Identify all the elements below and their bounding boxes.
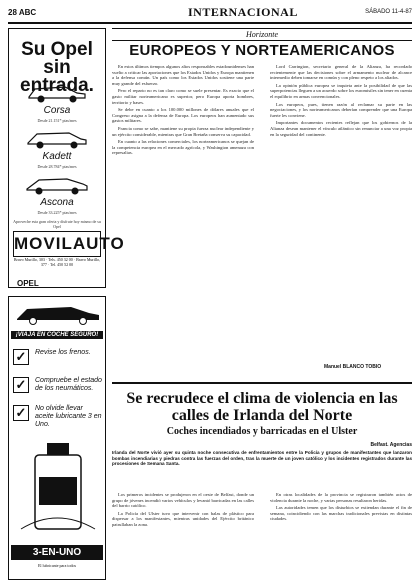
article-text-left	[112, 492, 254, 530]
check-icon: ✓	[13, 349, 29, 365]
paragraph: La opinión pública europea se inquieta ante la posibilidad de que las superpotencias lleguen a un acuerdo sobre los euromisiles sin tener en cuenta el equilibrio en armas convencionales.	[270, 82, 412, 99]
safety-banner: ¡VIAJA EN COCHE SEGURO!	[11, 331, 103, 339]
opel-logo: OPEL	[17, 279, 39, 288]
checklist-item	[13, 405, 103, 427]
horizonte-column	[112, 28, 412, 374]
paragraph: Importantes documentos recientes reflejan que los gobiernos de la Alianza desean mantener el vínculo atlántico sin renunciar a una voz propia en la seguridad del continente.	[270, 120, 412, 137]
check-icon: ✓	[13, 405, 29, 421]
paragraph: Se debe en cuanto a los 100.000 millones de dólares anuales que el Congreso asigna a la defensa de Europa. Los europeos han aumentado sus gastos militares.	[112, 107, 254, 124]
article-author: Manuel BLANCO TOBIO	[324, 364, 382, 370]
dealer-name: MOVILAUTO	[13, 231, 101, 257]
checklist-text: Compruebe el estado de los neumáticos.	[35, 377, 102, 392]
article-text-left	[112, 64, 254, 158]
opel-headline: Su Opel sin entrada.	[20, 39, 94, 96]
car-banner-illustration	[9, 301, 105, 325]
article-headline: EUROPEOS Y NORTEAMERICANOS	[129, 42, 395, 59]
check-icon: ✓	[13, 377, 29, 393]
model-corsa-price: Desde 21.151* ptas/mes	[37, 118, 77, 123]
article-lead: Irlanda del Norte vivió ayer su quinta noche consecutiva de enfrentamientos entre la Policía y grupos de manifestantes que lanzaron bombas incendiarias y piedras contra las fuerzas del orden, tras la muerte de un joven católico y los incidentes registrados durante las procesiones de Semana Santa.	[112, 450, 412, 467]
paragraph: En otras localidades de la provincia se registraron también actos de violencia durante la noche, y varias personas resultaron heridas.	[270, 492, 412, 503]
paragraph: En cuanto a las relaciones comerciales, los norteamericanos se quejan de la competencia europea en el mercado agrícola, y Washington amenaza con represalias.	[112, 139, 254, 156]
checklist-item	[13, 349, 103, 371]
paragraph: Los europeos, pues, tienen razón al reclamar su parte en las negociaciones, y los norteamericanos deberían comprender que una Europa fuerte les conviene.	[270, 101, 412, 118]
model-corsa: Corsa	[43, 105, 71, 116]
paragraph: En estos últimos tiempos algunos altos responsables estadounidenses han vuelto a criticar las aportaciones que los Estados Unidos y Europa mantienen a la defensa común. Un país como los Estados Unidos sostiene una parte muy grande del esfuerzo.	[112, 64, 254, 86]
article-byline: Belfast. Agencias	[370, 442, 412, 448]
lubricant-advert	[8, 296, 106, 580]
model-ascona: Ascona	[40, 197, 74, 208]
car-illustration	[25, 173, 89, 195]
car-illustration	[25, 127, 89, 149]
paragraph: Las autoridades temen que los disturbios se extiendan durante el fin de semana, coincidiendo con las marchas tradicionales previstas en distintas ciudades.	[270, 505, 412, 522]
model-ascona-price: Desde 33.225* ptas/mes	[37, 210, 77, 215]
article-text-right	[270, 64, 412, 139]
oil-can-illustration	[17, 437, 99, 537]
article-headline: Se recrudece el clima de violencia en las calles de Irlanda del Norte	[126, 390, 398, 424]
article-subheadline: Coches incendiados y barricadas en el Ulster	[166, 426, 358, 437]
model-kadett-price: Desde 28.784* ptas/mes	[37, 164, 77, 169]
paragraph: La Policía del Ulster tuvo que intervenir con balas de plástico para dispersar a los manifestantes, mientras unidades del Ejército británico patrullaban la zona.	[112, 510, 254, 527]
opel-advert	[8, 28, 125, 288]
paragraph: Francia como se sabe, mantiene su propia fuerza nuclear independiente y un ejército considerable, mientras que Gran Bretaña conserva su capacidad.	[112, 125, 254, 137]
paragraph: Lord Carrington, secretario general de la Alianza, ha recordado recientemente que las decisiones sobre el armamento nuclear de alcance intermedio deben tomarse en común y con pleno respeto a los aliados.	[270, 64, 412, 81]
paragraph: Los primeros incidentes se produjeron en el oeste de Belfast, donde un grupo de jóvenes incendió varios vehículos y levantó barricadas en las calles del barrio católico.	[112, 492, 254, 509]
paragraph: Pero el reparto no es tan claro como se suele presentar. Es exacto que el gasto militar norteamericano es superior, pero Europa aporta hombres, territorio y bases.	[112, 88, 254, 105]
offer-conditions: Aproveche esta gran oferta y disfrute hoy mismo de su Opel	[13, 219, 101, 229]
checklist-text: Revise los frenos.	[35, 349, 91, 356]
section-title: INTERNACIONAL	[188, 5, 298, 19]
checklist-text: No olvide llevar aceite lubricante 3 en Uno.	[35, 405, 102, 428]
lubricant-brand: 3-EN-UNO	[11, 545, 103, 560]
column-kicker: Horizonte	[112, 28, 412, 41]
advertising-column	[8, 28, 125, 580]
lubricant-tagline: El lubricante para todos	[37, 563, 77, 568]
ulster-article	[112, 382, 412, 580]
car-illustration	[25, 81, 89, 103]
page-header	[8, 4, 412, 24]
page-number: 28 ABC	[8, 8, 37, 17]
checklist-item	[13, 377, 103, 399]
dealer-address: Bravo Murillo, 303 · Tels. 450 32 00 · Bravo Murillo, 377 · Tel. 450 52 00	[13, 257, 101, 267]
issue-date: SÁBADO 11-4-87	[365, 9, 412, 15]
article-text-right	[270, 492, 412, 524]
model-kadett: Kadett	[42, 151, 72, 162]
